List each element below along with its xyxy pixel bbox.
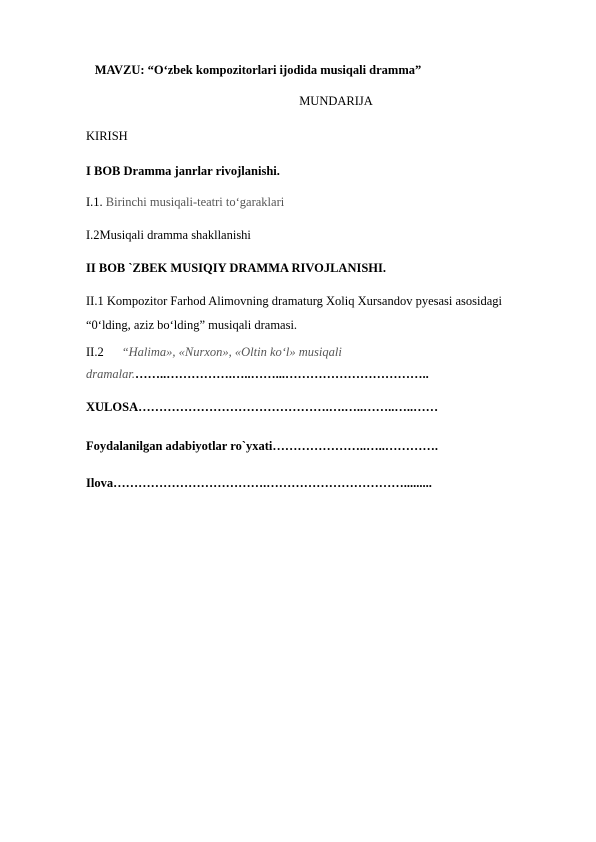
toc-chapter2-item2-line2 bbox=[86, 367, 429, 382]
toc-chapter1-item2: I.2Musiqali dramma shakllanishi bbox=[86, 228, 251, 242]
toc-conclusion: XULOSA……………………………………….….…..……..…..…… bbox=[86, 400, 439, 414]
toc-chapter2-item1-line1: II.1 Kompozitor Farhod Alimovning dramaturg Xoliq Xursandov pyesasi asosidagi bbox=[86, 294, 503, 308]
toc-chapter2-item1-line2: “0‘lding, aziz bo‘lding” musiqali dramasi. bbox=[86, 318, 298, 332]
toc-chapter1-item1 bbox=[86, 195, 284, 210]
toc-chapter1-item1-text: Birinchi musiqali-teatri to‘garaklari bbox=[102, 195, 285, 209]
toc-chapter2-title: II BOB `ZBEK MUSIQIY DRAMMA RIVOJLANISHI. bbox=[86, 261, 387, 275]
toc-chapter1-item1-number: I.1. bbox=[86, 195, 103, 209]
toc-chapter2-item2-number: II.2 bbox=[86, 345, 104, 359]
toc-chapter2-item2-dots: ……..…………….…..……...…………………………….. bbox=[134, 367, 429, 381]
toc-chapter2-item2-continued: dramalar. bbox=[86, 367, 135, 381]
toc-appendix: Ilova……………………………….……………………………......... bbox=[86, 476, 432, 490]
toc-chapter2-item2-title: “Halima», «Nurxon», «Oltin ko‘l» musiqali bbox=[121, 345, 342, 359]
toc-chapter1-title: I BOB Dramma janrlar rivojlanishi. bbox=[86, 164, 280, 178]
contents-title: MUNDARIJA bbox=[299, 94, 373, 108]
toc-chapter2-item2-line1 bbox=[86, 345, 342, 360]
toc-intro: KIRISH bbox=[86, 129, 128, 143]
toc-references: Foydalanilgan adabiyotlar ro`yxati…………………..…..…………. bbox=[86, 439, 438, 453]
topic-heading: MAVZU: “O‘zbek kompozitorlari ijodida musiqali dramma” bbox=[94, 63, 422, 77]
